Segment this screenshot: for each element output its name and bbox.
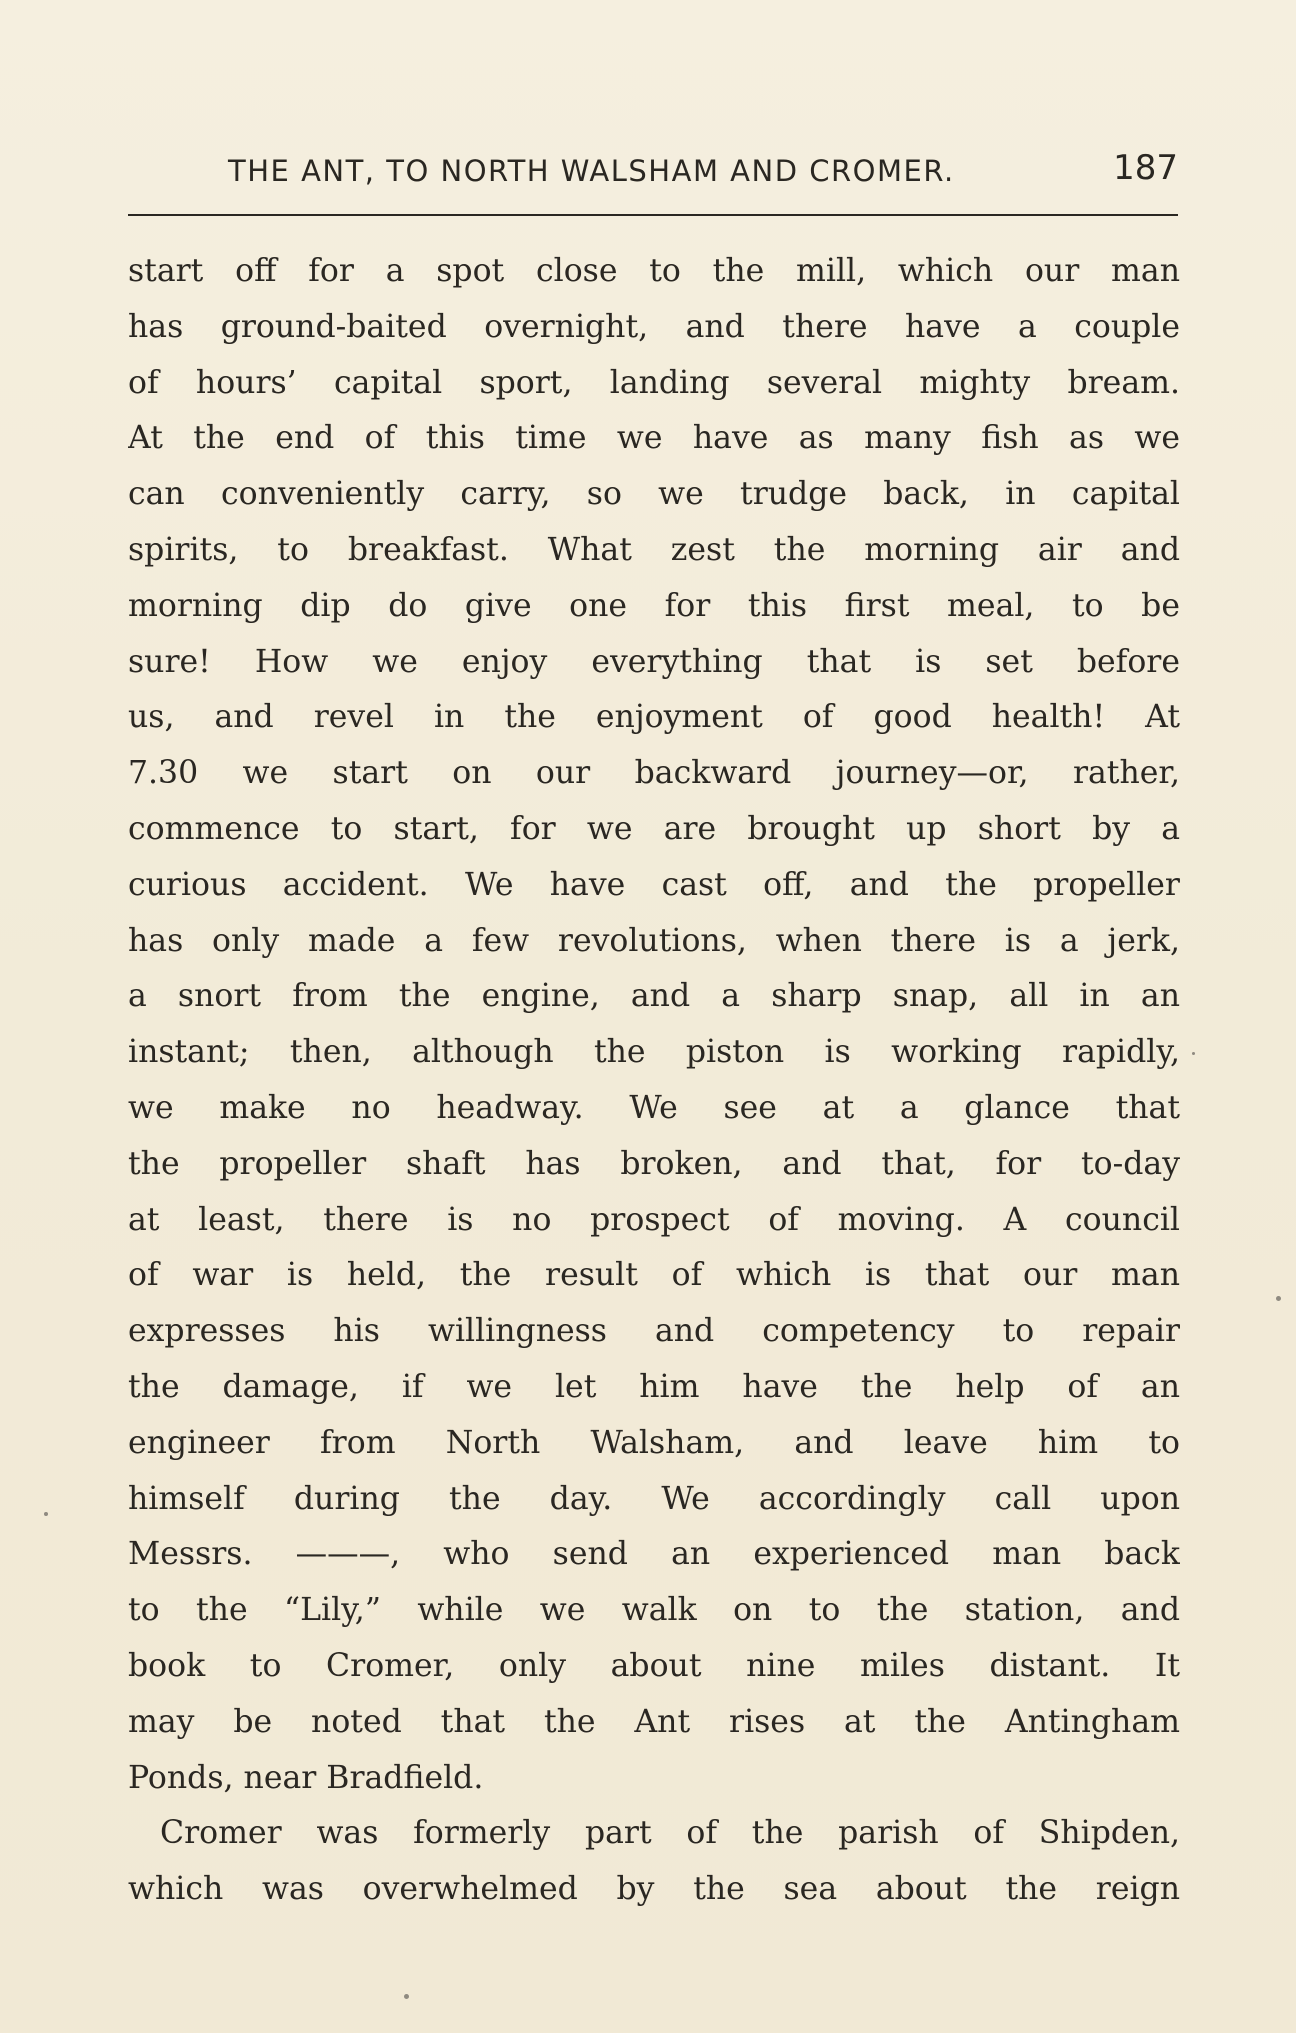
paper-speck	[44, 1512, 48, 1516]
text-line: a snort from the engine, and a sharp snap, all in an	[128, 978, 1180, 1015]
paper-speck	[404, 1994, 409, 1999]
text-line: engineer from North Walsham, and leave him to	[128, 1424, 1180, 1461]
text-line: start off for a spot close to the mill, which our man	[128, 253, 1180, 289]
text-line: the propeller shaft has broken, and that, for to-day	[128, 1145, 1180, 1182]
text-line: spirits, to breakfast. What zest the morning air and	[128, 531, 1180, 568]
text-line: has ground-baited overnight, and there have a couple	[128, 308, 1180, 345]
text-line: can conveniently carry, so we trudge back, in capital	[128, 476, 1180, 513]
text-line: book to Cromer, only about nine miles distant. It	[128, 1647, 1180, 1684]
body-text	[128, 244, 1180, 1918]
paper-speck	[1192, 1052, 1195, 1055]
text-line: of hours’ capital sport, landing several mighty bream.	[128, 364, 1180, 401]
text-line: which was overwhelmed by the sea about the reign	[128, 1871, 1180, 1908]
text-line: of war is held, the result of which is that our man	[128, 1257, 1180, 1294]
paragraph-end-line: Ponds, near Bradfield.	[128, 1759, 484, 1796]
text-line: sure! How we enjoy everything that is set before	[128, 643, 1180, 680]
page-number: 187	[1113, 148, 1178, 188]
paragraph-start-line: Cromer was formerly part of the parish of Shipden,	[160, 1815, 1180, 1852]
text-line: himself during the day. We accordingly call upon	[128, 1480, 1180, 1517]
text-line: we make no headway. We see at a glance that	[128, 1089, 1180, 1126]
paper-speck	[1276, 1296, 1281, 1301]
text-line: at least, there is no prospect of moving. A council	[128, 1201, 1180, 1238]
text-line: may be noted that the Ant rises at the Antingham	[128, 1703, 1180, 1740]
text-line: has only made a few revolutions, when there is a jerk,	[128, 922, 1180, 959]
running-header	[128, 148, 1178, 200]
text-line: At the end of this time we have as many fish as we	[128, 420, 1180, 457]
text-line: the damage, if we let him have the help of an	[128, 1368, 1180, 1405]
running-title: THE ANT, TO NORTH WALSHAM AND CROMER.	[228, 154, 955, 188]
text-line: curious accident. We have cast off, and the propeller	[128, 866, 1180, 903]
text-line: us, and revel in the enjoyment of good health! At	[128, 699, 1180, 736]
text-line: 7.30 we start on our backward journey—or, rather,	[128, 755, 1180, 792]
text-line: morning dip do give one for this first meal, to be	[128, 587, 1180, 624]
text-line: instant; then, although the piston is working rapidly,	[128, 1034, 1180, 1071]
header-rule	[128, 214, 1178, 216]
text-line: to the “Lily,” while we walk on to the station, and	[128, 1592, 1180, 1629]
text-line: commence to start, for we are brought up short by a	[128, 810, 1180, 847]
text-line: expresses his willingness and competency to repair	[128, 1313, 1180, 1350]
text-line: Messrs. ———, who send an experienced man back	[128, 1536, 1180, 1573]
